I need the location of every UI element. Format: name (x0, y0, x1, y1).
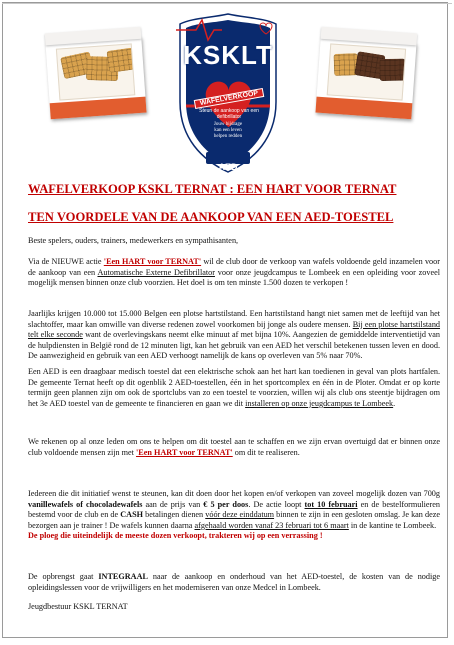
waffle-types: vanillewafels of chocoladewafels (28, 499, 143, 509)
paragraph-sale-details (28, 489, 440, 542)
logo-aed-label: AED (218, 162, 238, 172)
logo-title: KSKLT (183, 40, 273, 70)
campaign-name: 'Een HART voor TERNAT' (103, 257, 202, 266)
waffle (379, 59, 405, 81)
logo-tagline: Steun de aankoop van een defibrillator (199, 108, 259, 120)
text: We rekenen op al onze leden om ons te helpen om dit toestel aan te schaffen en we zijn ervan overtuigd dat er binnen onze club voldoende mensen zijn met (28, 437, 440, 457)
text: voor onze jeugdcampus te Lombeek en een opleiding voor zoveel mogelijk mensen binnen onze club voorzien. Het doel is om ten minste 1.500 dozen te verkopen ! (28, 267, 441, 288)
text: binnen te zijn in een gesloten omslag. Je kan deze bezorgen aan je trainer ! De wafels kunnen daarna (28, 510, 440, 530)
logo-inner-line: Jouw bijdrage (213, 122, 243, 127)
text: want de overlevingskans neemt elke minuut af met bijna 10%. Aangezien de gemiddelde interventietijd van de hulpdiensten in België rond de 12 minuten ligt, kan het gebruik van een AED het verschil betekenen tussen leven en dood. De aanwezigheid en gebruik van een AED verhoogt namelijk de kans op overleven van 5% naar 70%. (28, 330, 440, 361)
integral-term: INTEGRAAL (98, 572, 148, 581)
paragraph-cardiac-arrest (28, 309, 440, 362)
cash-term: CASH (120, 510, 143, 520)
text: wil de club door de verkoop van wafels voldoende geld inzamelen voor de aankoop van een (28, 257, 440, 277)
deadline: tot 10 februari (304, 499, 358, 509)
paragraph-aed-info (28, 367, 440, 409)
text: Via de NIEUWE actie (28, 257, 104, 266)
signature: Jeugdbestuur KSKL TERNAT (28, 602, 128, 611)
paragraph-proceeds (28, 572, 440, 593)
install-location: installeren op onze jeugdcampus te Lombeek (245, 398, 394, 408)
deadline-note: vóór deze einddatum (205, 510, 275, 520)
club-logo (176, 10, 280, 176)
paragraph-call-to-members (28, 437, 440, 458)
text: . De actie loopt (248, 499, 305, 509)
vanilla-waffle-box-image (45, 37, 146, 120)
text: en de bestelformulieren bestemd voor de club en de (28, 499, 440, 520)
price: € 5 per doos (203, 499, 249, 509)
waffle (106, 48, 135, 73)
top-rule (2, 3, 452, 4)
headline-line-2: TEN VOORDELE VAN DE AANKOOP VAN EEN AED-TOESTEL (28, 210, 394, 224)
chocolate-waffle-box-image (315, 37, 416, 120)
logo-inner-line: helpen redden (213, 134, 243, 139)
emphasis-seconds: Bij een plotse hartstilstand telt elke seconde (28, 319, 441, 340)
logo-banner: WAFELVERKOOP (194, 88, 264, 109)
box-window (327, 43, 406, 100)
text: Iedereen die dit initiatief wenst te steunen, kan dit doen door het kopen en/of verkopen van zoveel mogelijk dozen van 700g (28, 489, 440, 498)
paragraph-campaign (28, 257, 440, 289)
text: aan de prijs van (142, 499, 204, 509)
logo-inner-line: kan een leven (214, 128, 242, 133)
text: om dit te realiseren. (232, 447, 300, 457)
text: in de kantine te Lombeek. (348, 520, 437, 530)
text: Jaarlijks krijgen 10.000 tot 15.000 Belgen een plotse hartstilstand. Een hartstilstand hangt niet samen met de leeftijd van het slachtoffer, maar kan omwille van diverse redenen zowel voorkomen bij jonge als oudere mensen. (28, 309, 440, 329)
text: De opbrengst gaat (28, 572, 99, 581)
letter-greeting: Beste spelers, ouders, trainers, medewerkers en sympathisanten, (28, 236, 239, 245)
text: Een AED is een draagbaar medisch toestel dat een elektrische schok aan het hart kan toedienen in geval van plots hartfalen. De gemeente Ternat heeft op dit ogenblik 2 AED-toestellen, één in het sportcomplex en één in de Ploter. Omdat er op korte termijn geen plannen zijn om ook de sportclubs van zo een toestel te voorzien, willen wij als club ons steentje bijdragen om het 3e AED toestel van de gemeente te financieren en gaan we dit (28, 367, 440, 408)
box-window (56, 43, 135, 100)
text: naar de aankoop en onderhoud van het AED-toestel, de kosten van de nodige opleidingslessen voor de vrijwilligers en het moderniseren van onze Medcel in Lombeek. (28, 572, 440, 592)
text: betalingen dienen (143, 510, 206, 520)
aed-term: Automatische Externe Defibrillator (97, 267, 215, 277)
pickup-dates: afgehaald worden vanaf 23 februari tot 6 maart (194, 520, 349, 530)
text: . (393, 398, 396, 408)
headline-line-1: WAFELVERKOOP KSKL TERNAT : EEN HART VOOR TERNAT (28, 182, 397, 196)
logo-inner-lines (208, 122, 248, 140)
campaign-name: 'Een HART voor TERNAT' (136, 447, 233, 457)
contest-note: De ploeg die uiteindelijk de meeste dozen verkoopt, trakteren wij op een verrassing ! (28, 531, 323, 541)
